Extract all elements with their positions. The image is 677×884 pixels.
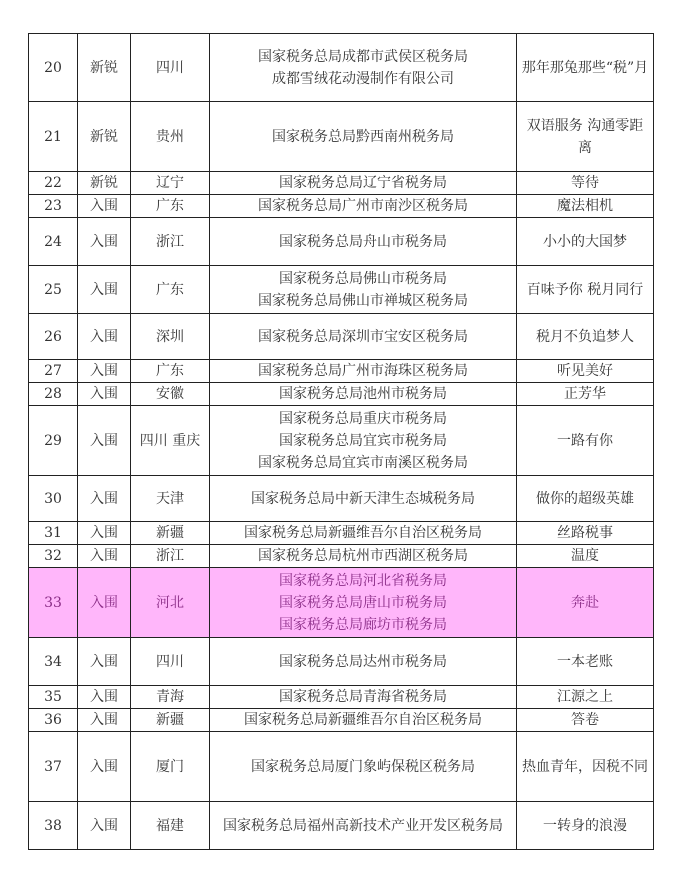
status-cell: 入围 bbox=[78, 522, 131, 545]
work-title-cell: 一路有你 bbox=[517, 406, 654, 476]
region-cell: 贵州 bbox=[131, 102, 210, 172]
unit-cell bbox=[210, 383, 517, 406]
unit-cell bbox=[210, 638, 517, 686]
region-cell: 河北 bbox=[131, 568, 210, 638]
work-title-cell: 热血青年，因税不同 bbox=[517, 732, 654, 802]
row-number-cell: 32 bbox=[29, 545, 78, 568]
unit-name: 国家税务总局佛山市禅城区税务局 bbox=[258, 292, 468, 309]
unit-cell bbox=[210, 172, 517, 195]
unit-name: 国家税务总局池州市税务局 bbox=[279, 386, 447, 402]
region-cell: 青海 bbox=[131, 686, 210, 709]
status-cell: 新锐 bbox=[78, 34, 131, 102]
unit-name: 国家税务总局廊坊市税务局 bbox=[279, 616, 447, 633]
unit-cell bbox=[210, 686, 517, 709]
row-number-cell: 38 bbox=[29, 802, 78, 850]
work-title-cell: 那年那兔那些“税”月 bbox=[517, 34, 654, 102]
table-row bbox=[29, 360, 654, 383]
work-title-cell: 奔赴 bbox=[517, 568, 654, 638]
row-number-cell: 24 bbox=[29, 218, 78, 266]
work-title-cell: 一本老账 bbox=[517, 638, 654, 686]
unit-name: 国家税务总局舟山市税务局 bbox=[279, 233, 447, 250]
unit-name: 国家税务总局达州市税务局 bbox=[279, 653, 447, 670]
region-cell: 广东 bbox=[131, 266, 210, 314]
unit-name: 国家税务总局福州高新技术产业开发区税务局 bbox=[223, 817, 503, 834]
region-cell: 浙江 bbox=[131, 218, 210, 266]
region-cell: 新疆 bbox=[131, 709, 210, 732]
work-title-cell: 双语服务 沟通零距离 bbox=[517, 102, 654, 172]
unit-name: 国家税务总局杭州市西湖区税务局 bbox=[258, 548, 468, 564]
table-row bbox=[29, 314, 654, 360]
work-title-cell: 等待 bbox=[517, 172, 654, 195]
status-cell: 入围 bbox=[78, 686, 131, 709]
table-row bbox=[29, 709, 654, 732]
work-title-cell: 税月不负追梦人 bbox=[517, 314, 654, 360]
unit-name: 国家税务总局河北省税务局 bbox=[279, 572, 447, 589]
work-title-cell: 小小的大国梦 bbox=[517, 218, 654, 266]
region-cell: 广东 bbox=[131, 195, 210, 218]
unit-name: 国家税务总局新疆维吾尔自治区税务局 bbox=[244, 712, 482, 728]
unit-cell bbox=[210, 102, 517, 172]
table-body bbox=[29, 34, 654, 850]
unit-cell bbox=[210, 406, 517, 476]
status-cell: 入围 bbox=[78, 266, 131, 314]
row-number-cell: 33 bbox=[29, 568, 78, 638]
unit-cell bbox=[210, 732, 517, 802]
row-number-cell: 21 bbox=[29, 102, 78, 172]
table-row bbox=[29, 34, 654, 102]
work-title-cell: 做你的超级英雄 bbox=[517, 476, 654, 522]
row-number-cell: 30 bbox=[29, 476, 78, 522]
status-cell: 入围 bbox=[78, 802, 131, 850]
table-row bbox=[29, 545, 654, 568]
region-cell: 广东 bbox=[131, 360, 210, 383]
unit-cell bbox=[210, 709, 517, 732]
region-cell: 四川 bbox=[131, 638, 210, 686]
work-title-cell: 听见美好 bbox=[517, 360, 654, 383]
status-cell: 入围 bbox=[78, 545, 131, 568]
unit-name: 国家税务总局唐山市税务局 bbox=[279, 594, 447, 611]
table-row bbox=[29, 102, 654, 172]
row-number-cell: 22 bbox=[29, 172, 78, 195]
unit-name: 国家税务总局新疆维吾尔自治区税务局 bbox=[244, 525, 482, 541]
table-row bbox=[29, 266, 654, 314]
unit-cell bbox=[210, 314, 517, 360]
table-row bbox=[29, 218, 654, 266]
row-number-cell: 25 bbox=[29, 266, 78, 314]
unit-name: 国家税务总局成都市武侯区税务局 bbox=[258, 48, 468, 65]
unit-name: 国家税务总局辽宁省税务局 bbox=[279, 175, 447, 191]
region-cell: 福建 bbox=[131, 802, 210, 850]
unit-name: 成都雪绒花动漫制作有限公司 bbox=[272, 70, 454, 87]
region-cell: 辽宁 bbox=[131, 172, 210, 195]
unit-cell bbox=[210, 568, 517, 638]
table-row bbox=[29, 476, 654, 522]
row-number-cell: 29 bbox=[29, 406, 78, 476]
region-cell: 新疆 bbox=[131, 522, 210, 545]
work-title-cell: 魔法相机 bbox=[517, 195, 654, 218]
region-cell: 四川 bbox=[131, 34, 210, 102]
table-row bbox=[29, 406, 654, 476]
table-row bbox=[29, 568, 654, 638]
status-cell: 入围 bbox=[78, 218, 131, 266]
award-list-table bbox=[28, 33, 654, 850]
row-number-cell: 28 bbox=[29, 383, 78, 406]
unit-cell bbox=[210, 266, 517, 314]
work-title-cell: 一转身的浪漫 bbox=[517, 802, 654, 850]
status-cell: 入围 bbox=[78, 360, 131, 383]
table-row bbox=[29, 638, 654, 686]
work-title-cell: 丝路税事 bbox=[517, 522, 654, 545]
unit-name: 国家税务总局厦门象屿保税区税务局 bbox=[251, 758, 475, 775]
unit-cell bbox=[210, 545, 517, 568]
unit-name: 国家税务总局中新天津生态城税务局 bbox=[251, 490, 475, 507]
unit-name: 国家税务总局广州市南沙区税务局 bbox=[258, 198, 468, 214]
unit-name: 国家税务总局宜宾市南溪区税务局 bbox=[258, 454, 468, 471]
region-cell: 厦门 bbox=[131, 732, 210, 802]
unit-name: 国家税务总局宜宾市税务局 bbox=[279, 432, 447, 449]
status-cell: 入围 bbox=[78, 638, 131, 686]
status-cell: 新锐 bbox=[78, 172, 131, 195]
unit-cell bbox=[210, 802, 517, 850]
table-row bbox=[29, 195, 654, 218]
region-cell: 天津 bbox=[131, 476, 210, 522]
table-row bbox=[29, 383, 654, 406]
table-row bbox=[29, 172, 654, 195]
work-title-cell: 江源之上 bbox=[517, 686, 654, 709]
status-cell: 入围 bbox=[78, 195, 131, 218]
row-number-cell: 35 bbox=[29, 686, 78, 709]
table-row bbox=[29, 686, 654, 709]
row-number-cell: 23 bbox=[29, 195, 78, 218]
region-cell: 深圳 bbox=[131, 314, 210, 360]
region-cell: 四川 重庆 bbox=[131, 406, 210, 476]
unit-name: 国家税务总局黔西南州税务局 bbox=[272, 128, 454, 145]
status-cell: 入围 bbox=[78, 383, 131, 406]
unit-name: 国家税务总局广州市海珠区税务局 bbox=[258, 363, 468, 379]
unit-name: 国家税务总局重庆市税务局 bbox=[279, 410, 447, 427]
work-title-cell: 百味予你 税月同行 bbox=[517, 266, 654, 314]
status-cell: 入围 bbox=[78, 709, 131, 732]
region-cell: 浙江 bbox=[131, 545, 210, 568]
unit-name: 国家税务总局深圳市宝安区税务局 bbox=[258, 328, 468, 345]
row-number-cell: 37 bbox=[29, 732, 78, 802]
row-number-cell: 31 bbox=[29, 522, 78, 545]
status-cell: 入围 bbox=[78, 732, 131, 802]
row-number-cell: 34 bbox=[29, 638, 78, 686]
status-cell: 入围 bbox=[78, 568, 131, 638]
unit-cell bbox=[210, 34, 517, 102]
work-title-cell: 答卷 bbox=[517, 709, 654, 732]
work-title-cell: 温度 bbox=[517, 545, 654, 568]
unit-cell bbox=[210, 522, 517, 545]
region-cell: 安徽 bbox=[131, 383, 210, 406]
work-title-cell: 正芳华 bbox=[517, 383, 654, 406]
unit-cell bbox=[210, 218, 517, 266]
table-row bbox=[29, 732, 654, 802]
unit-cell bbox=[210, 195, 517, 218]
status-cell: 入围 bbox=[78, 314, 131, 360]
status-cell: 新锐 bbox=[78, 102, 131, 172]
row-number-cell: 26 bbox=[29, 314, 78, 360]
unit-name: 国家税务总局佛山市税务局 bbox=[279, 270, 447, 287]
unit-cell bbox=[210, 360, 517, 383]
status-cell: 入围 bbox=[78, 406, 131, 476]
status-cell: 入围 bbox=[78, 476, 131, 522]
row-number-cell: 20 bbox=[29, 34, 78, 102]
table-row bbox=[29, 802, 654, 850]
row-number-cell: 36 bbox=[29, 709, 78, 732]
table-row bbox=[29, 522, 654, 545]
unit-cell bbox=[210, 476, 517, 522]
row-number-cell: 27 bbox=[29, 360, 78, 383]
unit-name: 国家税务总局青海省税务局 bbox=[279, 689, 447, 705]
